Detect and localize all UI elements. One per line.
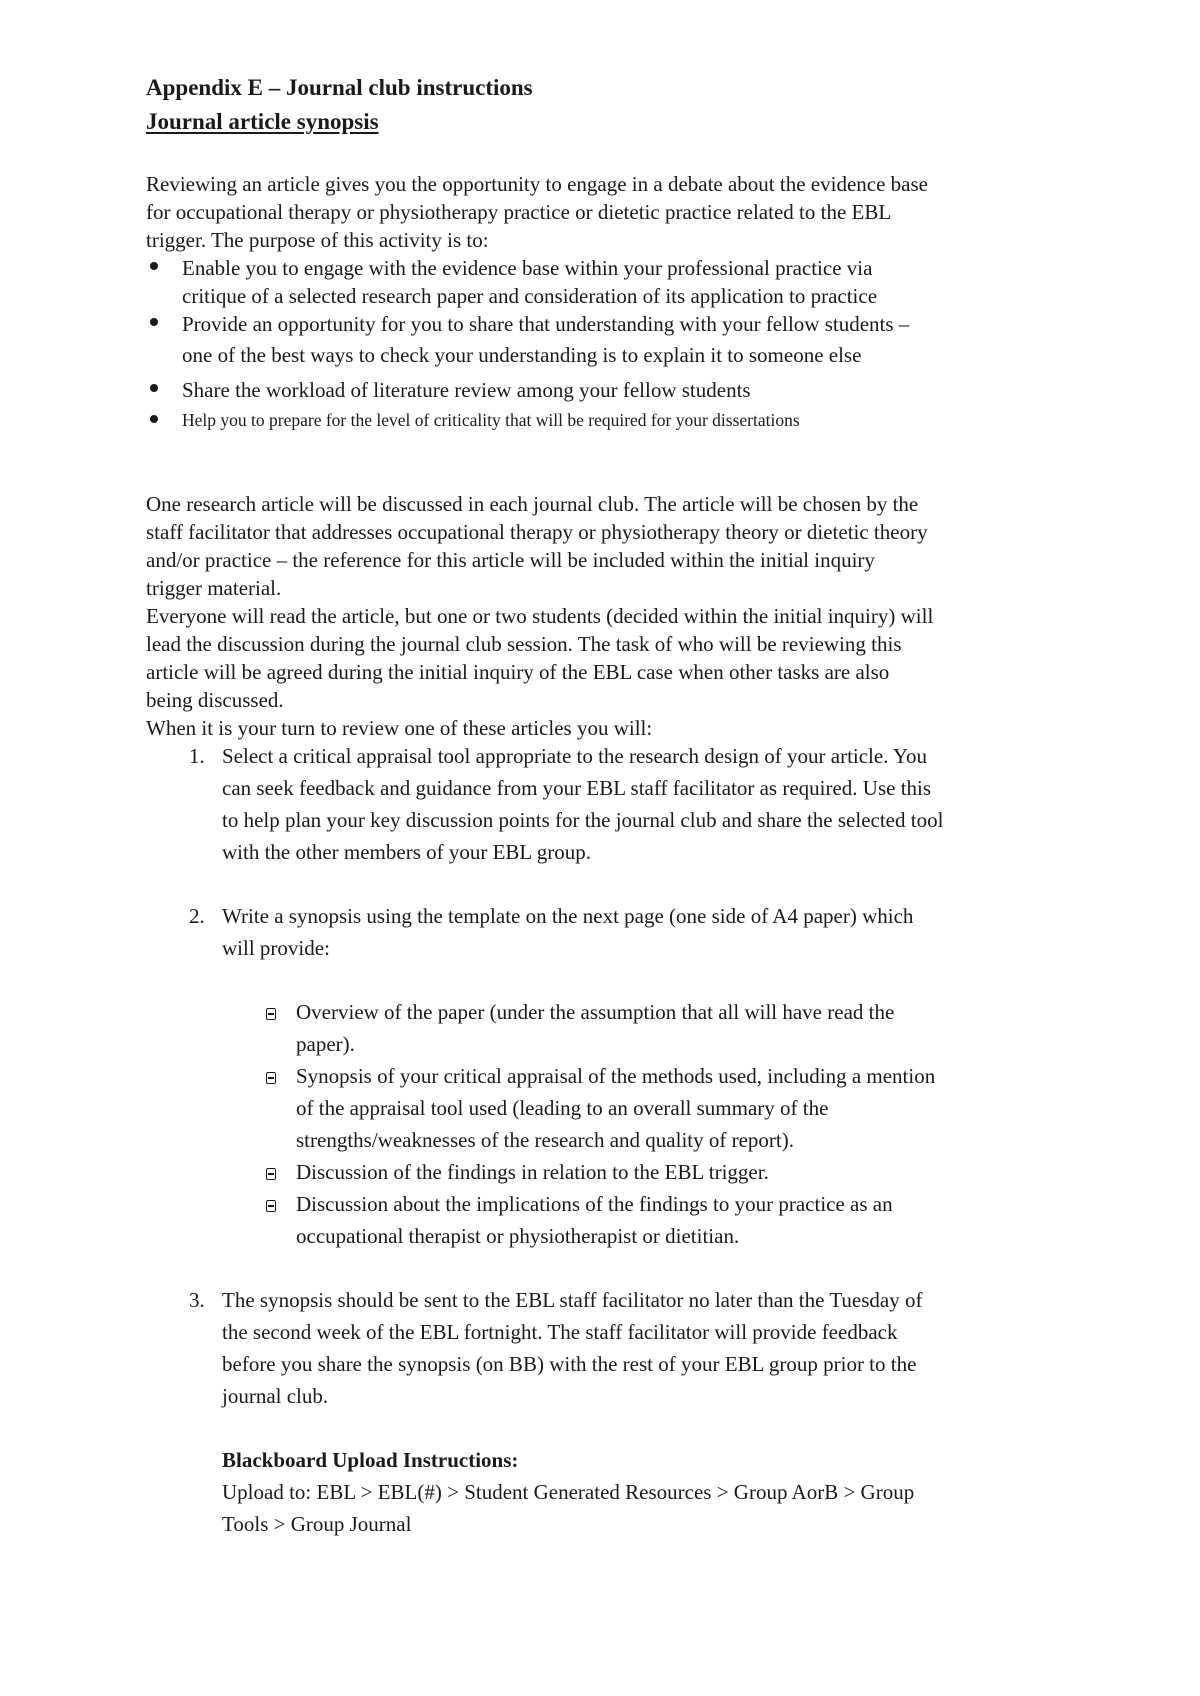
synopsis-item-text: of the appraisal tool used (leading to an overall summary of the <box>296 1096 829 1120</box>
step-text: Select a critical appraisal tool appropriate to the research design of your article. You <box>222 744 927 768</box>
synopsis-item-text: strengths/weaknesses of the research and quality of report). <box>296 1128 794 1152</box>
step-text: the second week of the EBL fortnight. The staff facilitator will provide feedback <box>222 1320 898 1344</box>
purpose-bullet-text: Provide an opportunity for you to share that understanding with your fellow students – <box>182 312 910 336</box>
step-number: 2. <box>189 904 205 928</box>
step-text: Write a synopsis using the template on the next page (one side of A4 paper) which <box>222 904 914 928</box>
upload-path-line: Upload to: EBL > EBL(#) > Student Generated Resources > Group AorB > Group <box>222 1480 915 1504</box>
intro-line: trigger. The purpose of this activity is to: <box>146 228 489 252</box>
step-text: journal club. <box>222 1384 329 1408</box>
intro-line: Reviewing an article gives you the opportunity to engage in a debate about the evidence base <box>146 172 928 196</box>
upload-heading: Blackboard Upload Instructions: <box>222 1448 519 1472</box>
checkbox-bullet-icon <box>266 1200 276 1212</box>
step-number: 1. <box>189 744 205 768</box>
checkbox-bullet-icon <box>266 1168 276 1180</box>
body-line: article will be agreed during the initial inquiry of the EBL case when other tasks are also <box>146 660 890 684</box>
synopsis-item-text: Overview of the paper (under the assumption that all will have read the <box>296 1000 895 1024</box>
synopsis-item-text: paper). <box>296 1032 355 1056</box>
checkbox-bullet-icon <box>266 1072 276 1084</box>
synopsis-item-text: Discussion of the findings in relation to the EBL trigger. <box>296 1160 769 1184</box>
step-text: The synopsis should be sent to the EBL staff facilitator no later than the Tuesday of <box>222 1288 923 1312</box>
body-line: When it is your turn to review one of these articles you will: <box>146 716 653 740</box>
body-line: staff facilitator that addresses occupational therapy or physiotherapy theory or dietetic theory <box>146 520 928 544</box>
synopsis-item-text: Discussion about the implications of the findings to your practice as an <box>296 1192 893 1216</box>
purpose-bullet-text: Share the workload of literature review among your fellow students <box>182 378 751 402</box>
step-text: with the other members of your EBL group. <box>222 840 591 864</box>
body-line: being discussed. <box>146 688 284 712</box>
body-line: Everyone will read the article, but one or two students (decided within the initial inquiry) will <box>146 604 934 628</box>
synopsis-item-text: Synopsis of your critical appraisal of the methods used, including a mention <box>296 1064 936 1088</box>
intro-line: for occupational therapy or physiotherapy practice or dietetic practice related to the EBL <box>146 200 892 224</box>
purpose-bullet-text: one of the best ways to check your understanding is to explain it to someone else <box>182 343 862 367</box>
bullet-dot <box>150 262 158 270</box>
purpose-bullet-text: Enable you to engage with the evidence base within your professional practice via <box>182 256 873 280</box>
step-text: to help plan your key discussion points for the journal club and share the selected tool <box>222 808 944 832</box>
bullet-dot <box>150 415 158 423</box>
bullet-dot <box>150 384 158 392</box>
synopsis-item-text: occupational therapist or physiotherapist or dietitian. <box>296 1224 740 1248</box>
purpose-bullet-text: Help you to prepare for the level of criticality that will be required for your dissertations <box>182 410 800 430</box>
section-subtitle: Journal article synopsis <box>146 109 379 134</box>
body-line: and/or practice – the reference for this article will be included within the initial inquiry <box>146 548 875 572</box>
step-text: before you share the synopsis (on BB) with the rest of your EBL group prior to the <box>222 1352 917 1376</box>
bullet-dot <box>150 318 158 326</box>
body-line: One research article will be discussed in each journal club. The article will be chosen by the <box>146 492 919 516</box>
checkbox-bullet-icon <box>266 1008 276 1020</box>
purpose-bullet-text: critique of a selected research paper and consideration of its application to practice <box>182 284 878 308</box>
upload-path-line: Tools > Group Journal <box>222 1512 412 1536</box>
step-text: will provide: <box>222 936 330 960</box>
appendix-title: Appendix E – Journal club instructions <box>146 75 533 100</box>
step-text: can seek feedback and guidance from your EBL staff facilitator as required. Use this <box>222 776 932 800</box>
step-number: 3. <box>189 1288 205 1312</box>
body-line: trigger material. <box>146 576 282 600</box>
body-line: lead the discussion during the journal club session. The task of who will be reviewing this <box>146 632 902 656</box>
